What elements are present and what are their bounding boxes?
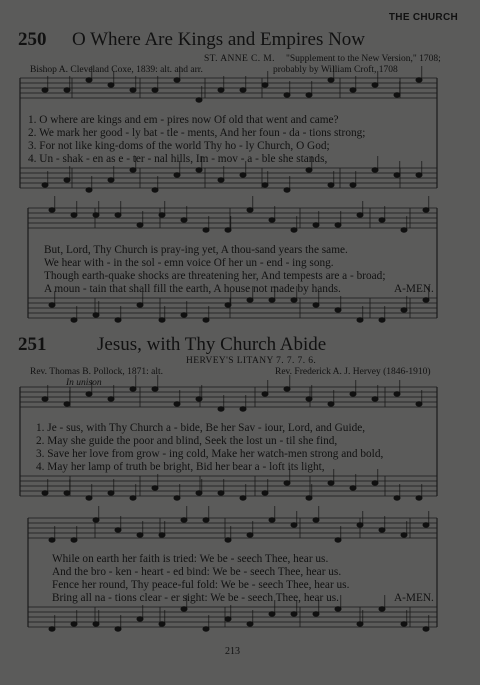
tune-name: ST. ANNE C. M. — [204, 54, 275, 64]
note-head — [350, 88, 356, 92]
note-head — [306, 93, 312, 97]
verse-line: 1. Je - sus, with Thy Church a - bide, Be her Sav - iour, Lord, and Guide, — [36, 422, 366, 434]
note-head — [108, 491, 114, 495]
note-head — [423, 523, 429, 527]
note-head — [86, 392, 92, 396]
note-head — [108, 83, 114, 87]
verse-line: Fence her round, Thy peace-ful fold: We be - seech Thee, hear us. — [52, 579, 350, 591]
note-head — [108, 397, 114, 401]
note-head — [42, 397, 48, 401]
note-head — [130, 496, 136, 500]
note-head — [350, 183, 356, 187]
verse-line: We hear with - in the sol - emn voice Of her un - end - ing song. — [44, 257, 334, 269]
note-head — [247, 533, 253, 537]
note-head — [423, 208, 429, 212]
note-head — [291, 298, 297, 302]
note-head — [130, 387, 136, 391]
note-head — [225, 617, 231, 621]
note-head — [196, 168, 202, 172]
note-head — [394, 496, 400, 500]
note-head — [49, 627, 55, 631]
note-head — [42, 88, 48, 92]
note-head — [401, 308, 407, 312]
note-head — [93, 213, 99, 217]
note-head — [284, 481, 290, 485]
note-head — [225, 538, 231, 542]
hymn-number: 251 — [18, 334, 47, 355]
note-head — [335, 607, 341, 611]
note-head — [152, 88, 158, 92]
note-head — [313, 518, 319, 522]
note-head — [218, 88, 224, 92]
note-head — [115, 318, 121, 322]
note-head — [350, 392, 356, 396]
note-head — [93, 622, 99, 626]
amen: A-MEN. — [394, 592, 434, 604]
tune-source: "Supplement to the New Version," 1708; — [286, 54, 441, 64]
note-head — [379, 318, 385, 322]
note-head — [225, 303, 231, 307]
note-head — [196, 491, 202, 495]
note-head — [196, 98, 202, 102]
verse-line: Though earth-quake shocks are threatening her, And tempests are a - broad; — [44, 270, 386, 282]
note-head — [262, 491, 268, 495]
note-head — [71, 538, 77, 542]
note-head — [49, 208, 55, 212]
note-head — [240, 496, 246, 500]
note-head — [247, 208, 253, 212]
note-head — [152, 387, 158, 391]
note-head — [335, 308, 341, 312]
section-header: THE CHURCH — [388, 12, 458, 23]
note-head — [394, 392, 400, 396]
note-head — [313, 303, 319, 307]
note-head — [174, 496, 180, 500]
note-head — [152, 188, 158, 192]
note-head — [196, 397, 202, 401]
note-head — [64, 491, 70, 495]
note-head — [108, 178, 114, 182]
note-head — [240, 88, 246, 92]
note-head — [247, 622, 253, 626]
note-head — [71, 213, 77, 217]
note-head — [71, 318, 77, 322]
verse-line: 4. Un - shak - en as e - ter - nal hills, Im - mov - a - ble she stands, — [28, 153, 328, 165]
note-head — [181, 218, 187, 222]
note-head — [203, 518, 209, 522]
verse-line: Bring all na - tions clear - er sight: We be - seech Thee, hear us. — [52, 592, 339, 604]
note-head — [313, 223, 319, 227]
note-head — [379, 607, 385, 611]
note-head — [328, 183, 334, 187]
note-head — [262, 183, 268, 187]
note-head — [357, 318, 363, 322]
note-head — [93, 313, 99, 317]
note-head — [284, 93, 290, 97]
note-head — [218, 178, 224, 182]
note-head — [269, 218, 275, 222]
note-head — [159, 622, 165, 626]
note-head — [313, 612, 319, 616]
tune-name: HERVEY'S LITANY 7. 7. 7. 6. — [186, 356, 317, 366]
note-head — [416, 402, 422, 406]
note-head — [357, 622, 363, 626]
words-credit: Bishop A. Cleveland Coxe, 1839: alt. and arr. — [30, 65, 203, 75]
note-head — [372, 168, 378, 172]
note-head — [181, 313, 187, 317]
note-head — [416, 496, 422, 500]
note-head — [49, 303, 55, 307]
note-head — [130, 168, 136, 172]
note-head — [328, 402, 334, 406]
note-head — [240, 173, 246, 177]
note-head — [174, 402, 180, 406]
note-head — [130, 88, 136, 92]
note-head — [152, 486, 158, 490]
note-head — [379, 528, 385, 532]
note-head — [423, 298, 429, 302]
note-head — [394, 93, 400, 97]
note-head — [137, 617, 143, 621]
verse-line: 3. Save her love from grow - ing cold, Make her watch-men strong and bold, — [36, 448, 384, 460]
note-head — [181, 518, 187, 522]
note-head — [291, 228, 297, 232]
note-head — [291, 523, 297, 527]
note-head — [86, 496, 92, 500]
note-head — [335, 538, 341, 542]
verse-line: 4. May her lamp of truth be bright, Bid her bear a - loft its light, — [36, 461, 325, 473]
note-head — [401, 622, 407, 626]
note-head — [372, 397, 378, 401]
verse-line: And the bro - ken - heart - ed bind: We be - seech Thee, hear us. — [52, 566, 342, 578]
note-head — [64, 402, 70, 406]
verse-line: 1. O where are kings and em - pires now Of old that went and came? — [28, 114, 339, 126]
note-head — [416, 173, 422, 177]
note-head — [115, 213, 121, 217]
note-head — [174, 173, 180, 177]
music-credit: Rev. Frederick A. J. Hervey (1846-1910) — [275, 367, 431, 377]
note-head — [240, 407, 246, 411]
note-head — [42, 183, 48, 187]
note-head — [401, 533, 407, 537]
note-head — [159, 213, 165, 217]
note-head — [115, 627, 121, 631]
note-head — [159, 318, 165, 322]
note-head — [306, 397, 312, 401]
verse-line: 2. We mark her good - ly bat - tle - ments, And her foun - da - tions strong; — [28, 127, 366, 139]
note-head — [269, 518, 275, 522]
note-head — [137, 533, 143, 537]
verse-line: 2. May she guide the poor and blind, Seek the lost un - til she find, — [36, 435, 338, 447]
note-head — [357, 523, 363, 527]
note-head — [394, 173, 400, 177]
note-head — [86, 188, 92, 192]
note-head — [71, 622, 77, 626]
note-head — [269, 298, 275, 302]
note-head — [357, 213, 363, 217]
performance-direction: In unison — [66, 378, 102, 388]
page-number: 213 — [225, 646, 240, 657]
note-head — [247, 298, 253, 302]
note-head — [203, 627, 209, 631]
hymn-title: Jesus, with Thy Church Abide — [97, 334, 327, 355]
note-head — [328, 78, 334, 82]
note-head — [401, 228, 407, 232]
note-head — [86, 78, 92, 82]
note-head — [203, 228, 209, 232]
note-head — [416, 78, 422, 82]
note-head — [350, 486, 356, 490]
note-head — [159, 533, 165, 537]
note-head — [181, 607, 187, 611]
note-head — [218, 491, 224, 495]
music-credit: probably by William Croft, 1708 — [273, 65, 398, 75]
note-head — [137, 303, 143, 307]
note-head — [372, 481, 378, 485]
note-head — [372, 83, 378, 87]
note-head — [269, 612, 275, 616]
note-head — [335, 223, 341, 227]
note-head — [64, 178, 70, 182]
verse-line: But, Lord, Thy Church is pray-ing yet, A thou-sand years the same. — [44, 244, 348, 256]
hymn-title: O Where Are Kings and Empires Now — [72, 29, 366, 50]
note-head — [306, 496, 312, 500]
verse-line: A moun - tain that shall fill the earth, A house not made by hands. — [44, 283, 341, 295]
note-head — [379, 218, 385, 222]
note-head — [42, 491, 48, 495]
hymn-number: 250 — [18, 29, 47, 50]
note-head — [174, 78, 180, 82]
note-head — [262, 392, 268, 396]
note-head — [291, 612, 297, 616]
note-head — [284, 387, 290, 391]
note-head — [284, 188, 290, 192]
verse-line: While on earth her faith is tried: We be - seech Thee, hear us. — [52, 553, 329, 565]
note-head — [306, 168, 312, 172]
words-credit: Rev. Thomas B. Pollock, 1871: alt. — [30, 367, 163, 377]
note-head — [328, 481, 334, 485]
note-head — [203, 318, 209, 322]
note-head — [225, 228, 231, 232]
note-head — [64, 88, 70, 92]
verse-line: 3. For not like king-doms of the world Thy ho - ly Church, O God; — [28, 140, 330, 152]
note-head — [218, 407, 224, 411]
note-head — [49, 538, 55, 542]
note-head — [93, 518, 99, 522]
amen: A-MEN. — [394, 283, 434, 295]
note-head — [423, 627, 429, 631]
note-head — [262, 83, 268, 87]
note-head — [137, 223, 143, 227]
note-head — [115, 528, 121, 532]
